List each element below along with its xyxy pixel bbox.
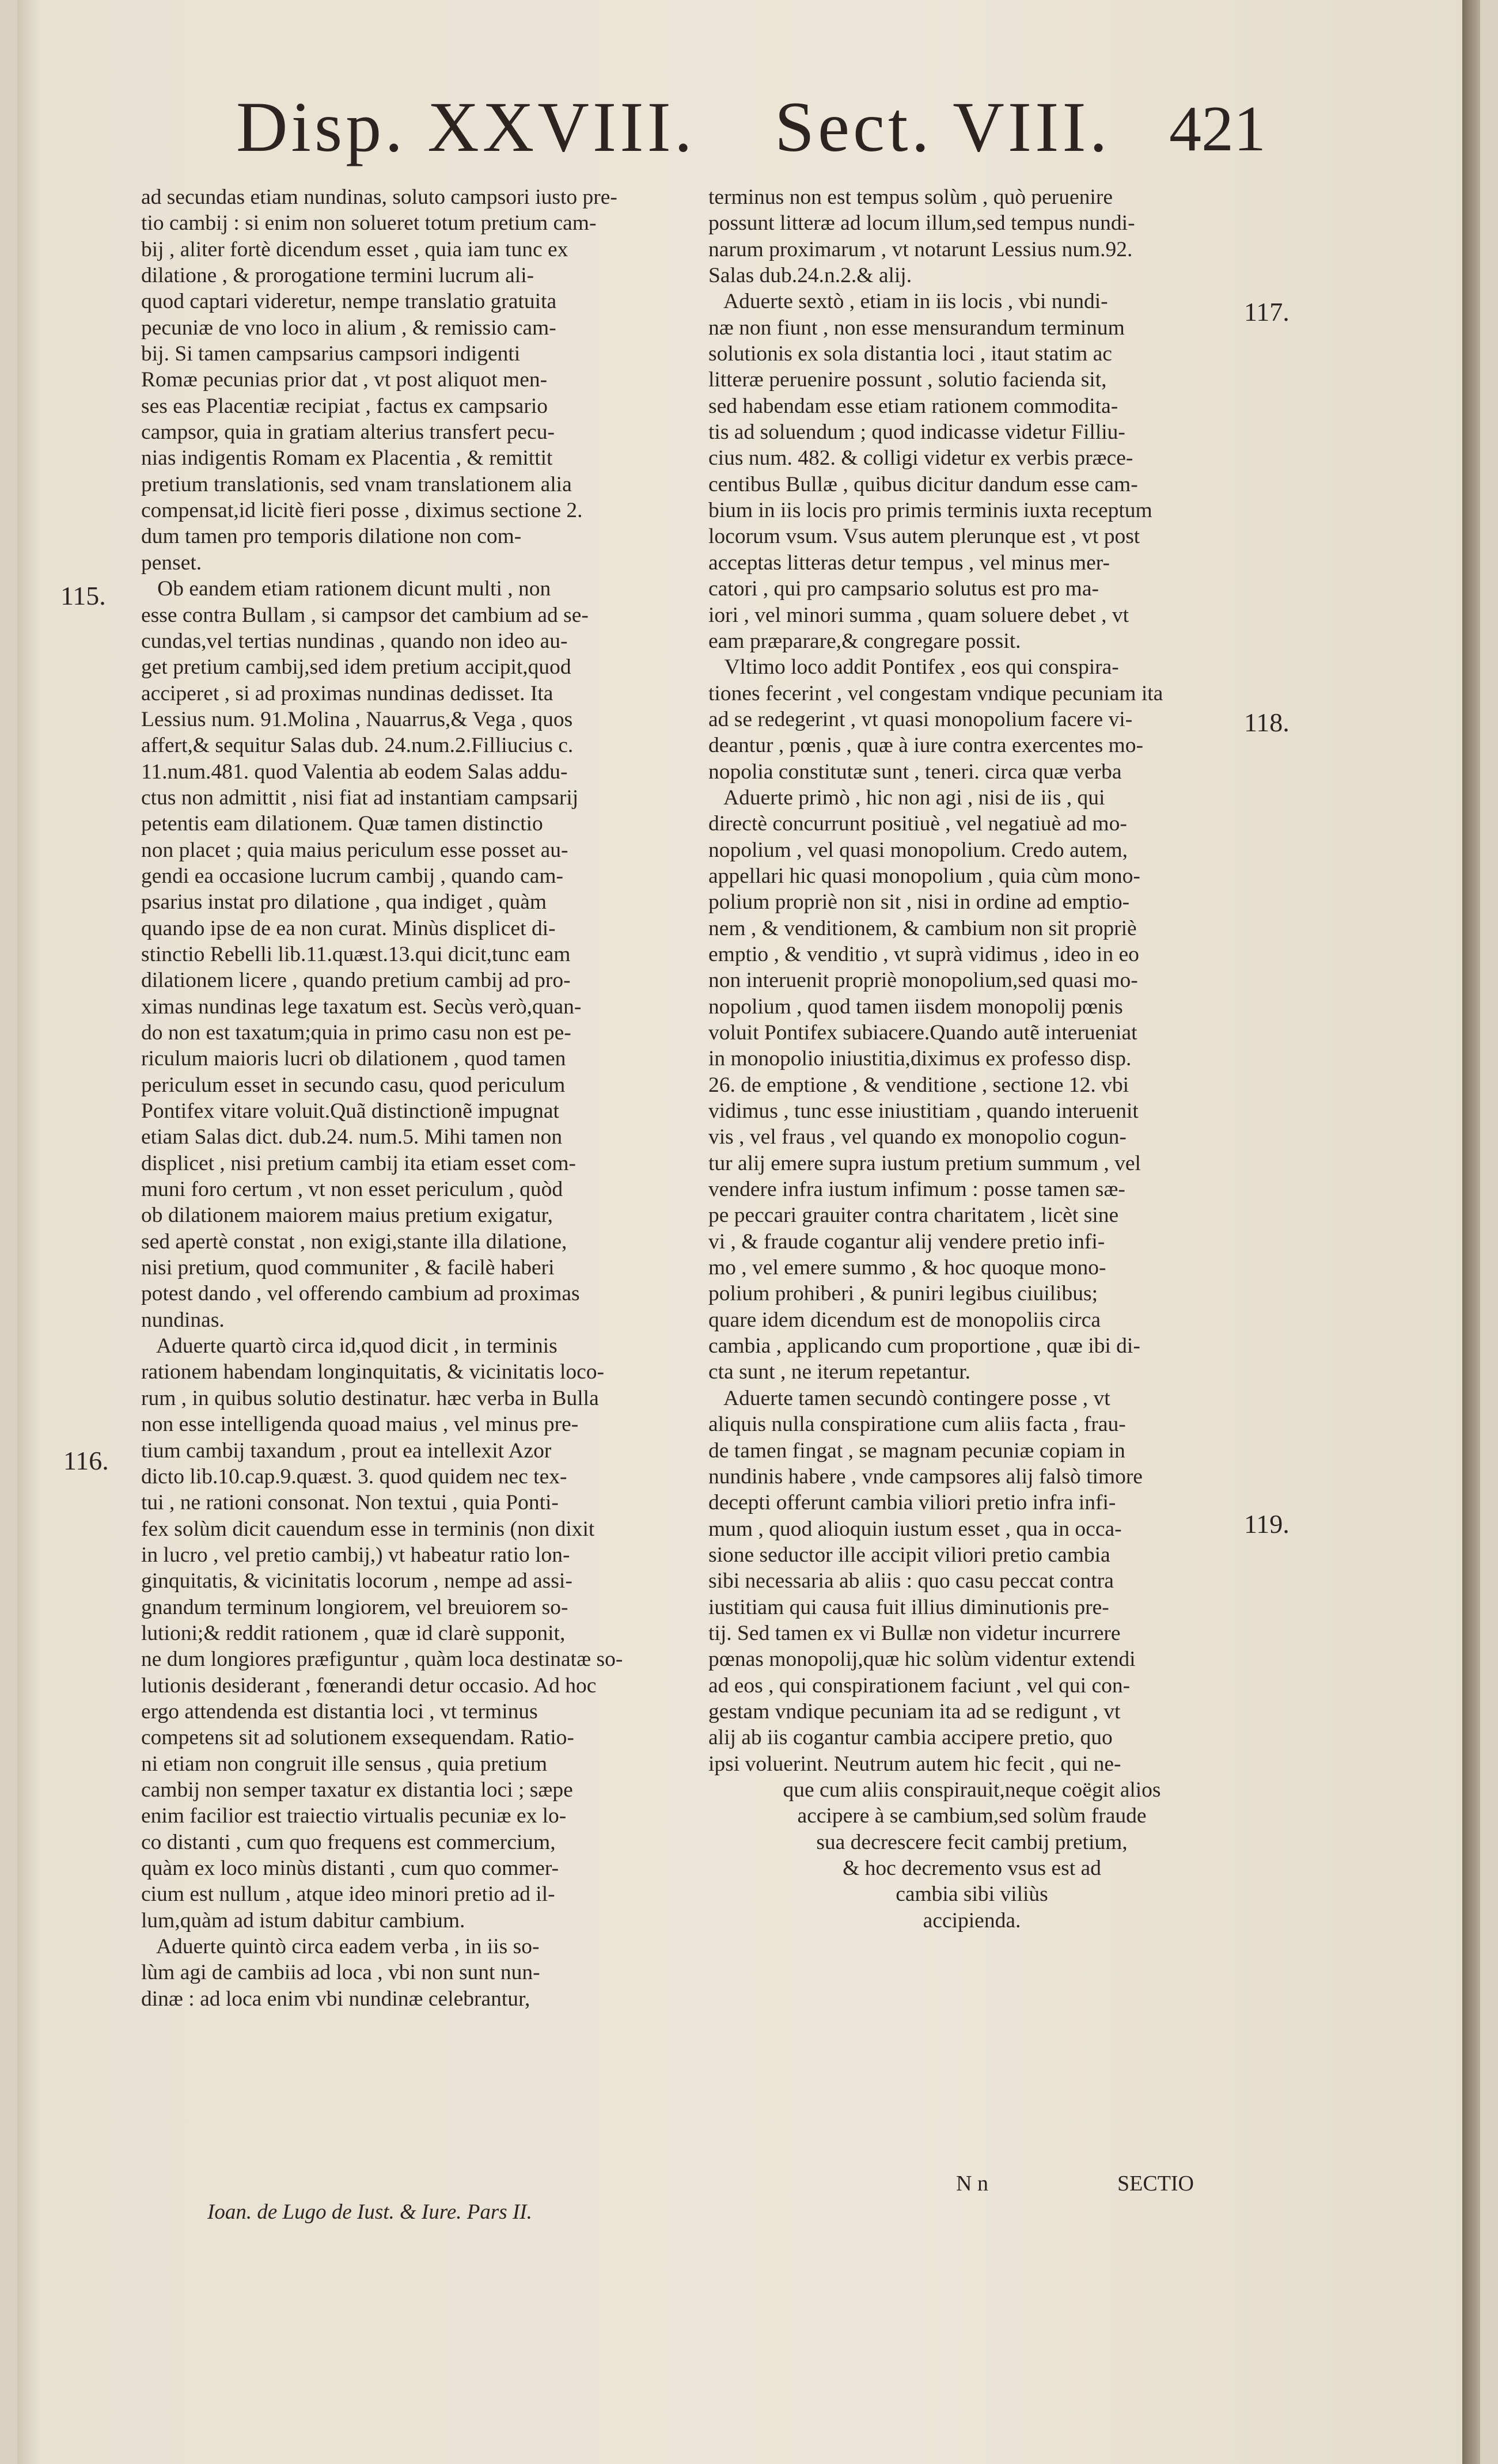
text-line: locorum vsum. Vsus autem plerunque est , vt post (708, 525, 1140, 549)
text-line: nopolium , vel quasi monopolium. Credo autem, (708, 838, 1128, 862)
text-line: ipsi voluerint. Neutrum autem hic fecit , qui ne- (708, 1752, 1121, 1776)
text-line: tui , ne rationi consonat. Non textui , quia Ponti- (141, 1491, 559, 1515)
text-line: nem , & venditionem, & cambium non sit propriè (708, 916, 1137, 940)
header-disputation: Disp. XXVIII. (236, 88, 696, 166)
text-line: dilationem licere , quando pretium cambij ad pro- (141, 969, 571, 993)
text-line: sua decrescere fecit cambij pretium, (816, 1830, 1128, 1854)
text-line: gestam vndique pecuniam ita ad se redigunt , vt (708, 1699, 1121, 1723)
text-line: bium in iis locis pro primis terminis iuxta receptum (708, 499, 1152, 523)
text-line: cta sunt , ne iterum repetantur. (708, 1360, 971, 1384)
text-line: dicto lib.10.cap.9.quæst. 3. quod quidem nec tex- (141, 1464, 567, 1489)
text-line: Salas dub.24.n.2.& alij. (708, 264, 912, 288)
text-line: dilatione , & prorogatione termini lucrum ali- (141, 264, 534, 288)
text-line: vi , & fraude cogantur alij vendere pretio infi- (708, 1229, 1105, 1254)
text-line: directè concurrunt positiuè , vel negatiuè ad mo- (708, 812, 1127, 836)
text-line: ad eos , qui conspirationem faciunt , vel qui con- (708, 1673, 1131, 1698)
running-foot: Ioan. de Lugo de Iust. & Iure. Pars II. (207, 2200, 532, 2224)
text-line: gendi ea occasione lucrum cambij , quando cam- (141, 864, 564, 888)
text-line: non esse intelligenda quoad maius , vel minus pre- (141, 1413, 579, 1437)
text-line: Aduerte sextò , etiam in iis locis , vbi nundi- (708, 290, 1108, 314)
text-line: litteræ peruenire possunt , solutio facienda sit, (708, 368, 1107, 392)
text-line: accipere à se cambium,sed solùm fraude (797, 1804, 1147, 1828)
text-line: campsor, quia in gratiam alterius transfert pecu- (141, 420, 555, 445)
text-line: acceptas litteras detur tempus , vel minus mer- (708, 550, 1110, 575)
text-line: mum , quod alioquin iustum esset , qua in occa- (708, 1517, 1122, 1541)
text-line: cius num. 482. & colligi videtur ex verbis præce- (708, 446, 1133, 470)
text-line: Aduerte tamen secundò contingere posse , vt (708, 1386, 1110, 1410)
text-line: fex solùm dicit cauendum esse in terminis (non dixit (141, 1517, 595, 1541)
text-line: muni foro certum , vt non esset periculum , quòd (141, 1178, 563, 1202)
text-line: Ob eandem etiam rationem dicunt multi , non (141, 577, 551, 601)
text-line: co distanti , cum quo frequens est commercium, (141, 1830, 556, 1854)
text-line: tur alij emere supra iustum pretium summum , vel (708, 1151, 1141, 1175)
text-line: rum , in quibus solutio destinatur. hæc verba in Bulla (141, 1386, 599, 1410)
text-line: decepti offerunt cambia viliori pretio infra infi- (708, 1491, 1116, 1515)
text-line: centibus Bullæ , quibus dicitur dandum esse cam- (708, 472, 1138, 496)
text-line: iustitiam qui causa fuit illius diminutionis pre- (708, 1595, 1109, 1619)
text-line: sibi necessaria ab aliis : quo casu peccat contra (708, 1569, 1114, 1593)
text-line: nundinis habere , vnde campsores alij falsò timore (708, 1464, 1143, 1489)
text-line: rationem habendam longinquitatis, & vicinitatis loco- (141, 1360, 604, 1384)
margin-number-115: 115. (60, 581, 106, 610)
text-line: polium prohiberi , & puniri legibus ciuilibus; (708, 1282, 1098, 1306)
text-line: tis ad soluendum ; quod indicasse videtur Filliu- (708, 420, 1125, 445)
text-line: nias indigentis Romam ex Placentia , & remittit (141, 446, 553, 470)
text-line: emptio , & venditio , vt suprà vidimus , ideo in eo (708, 942, 1139, 966)
closing-paragraph (708, 1777, 1235, 1934)
text-line: ctus non admittit , nisi fiat ad instantiam campsarij (141, 785, 579, 810)
text-line: ad se redegerint , vt quasi monopolium facere vi- (708, 707, 1133, 731)
margin-number-118: 118. (1244, 708, 1290, 737)
text-line: in lucro , vel pretio cambij,) vt habeatur ratio lon- (141, 1543, 570, 1567)
text-line: ad secundas etiam nundinas, soluto campsori iusto pre- (141, 185, 617, 209)
text-line: polium propriè non sit , nisi in ordine ad emptio- (708, 890, 1130, 914)
text-line: aliquis nulla conspiratione cum aliis facta , frau- (708, 1413, 1126, 1437)
text-line: nopolia constitutæ sunt , teneri. circa quæ verba (708, 760, 1122, 784)
text-line: esse contra Bullam , si campsor det cambium ad se- (141, 603, 589, 627)
text-line: Lessius num. 91.Molina , Nauarrus,& Vega , quos (141, 707, 573, 731)
text-line: catori , qui pro campsario solutus est pro ma- (708, 577, 1099, 601)
text-line: dinæ : ad loca enim vbi nundinæ celebrantur, (141, 1987, 530, 2011)
text-line: Aduerte primò , hic non agi , nisi de iis , qui (708, 785, 1105, 810)
text-line: ob dilationem maiorem maius pretium exigatur, (141, 1203, 553, 1228)
text-line: ergo attendenda est distantia loci , vt terminus (141, 1699, 538, 1723)
text-line: 26. de emptione , & venditione , sectione 12. vbi (708, 1073, 1129, 1097)
text-line: pe peccari grauiter contra charitatem , licèt sine (708, 1203, 1119, 1228)
text-line: Romæ pecunias prior dat , vt post aliquot men- (141, 368, 548, 392)
text-line: tiones fecerint , vel congestam vndique pecuniam ita (708, 681, 1163, 705)
text-line: narum proximarum , vt notarunt Lessius num.92. (708, 237, 1133, 261)
text-line: ximas nundinas lege taxatum est. Secùs verò,quan- (141, 994, 582, 1019)
text-line: lutionis desiderant , fœnerandi detur occasio. Ad hoc (141, 1673, 597, 1698)
text-line: tium cambij taxandum , prout ea intellexit Azor (141, 1438, 552, 1463)
text-line: quàm ex loco minùs distanti , cum quo commer- (141, 1856, 559, 1880)
book-page (17, 0, 1480, 2464)
text-line: appellari hic quasi monopolium , quia cùm mono- (708, 864, 1140, 888)
text-line: mo , vel emere summo , & hoc quoque mono- (708, 1256, 1106, 1280)
text-line: Aduerte quartò circa id,quod dicit , in terminis (141, 1334, 558, 1358)
text-line: de tamen fingat , se magnam pecuniæ copiam in (708, 1438, 1125, 1463)
text-line: vidimus , tunc esse iniustitiam , quando interuenit (708, 1099, 1139, 1123)
text-line: ginquitatis, & vicinitatis locorum , nempe ad assi- (141, 1569, 572, 1593)
text-line: pœnas monopolij,quæ hic solùm videntur extendi (708, 1647, 1136, 1672)
text-line: in monopolio iniustitia,diximus ex professo disp. (708, 1047, 1132, 1071)
catchword: SECTIO (1117, 2171, 1194, 2196)
text-line: non placet ; quia maius periculum esse posset au- (141, 838, 568, 862)
text-line: alij ab iis cogantur cambia accipere pretio, quo (708, 1726, 1113, 1750)
text-line: displicet , nisi pretium cambij ita etiam esset com- (141, 1151, 577, 1175)
text-line: iori , vel minori summa , quam soluere debet , vt (708, 603, 1129, 627)
text-line: Vltimo loco addit Pontifex , eos qui conspira- (708, 655, 1119, 679)
text-line: ses eas Placentiæ recipiat , factus ex campsario (141, 394, 548, 418)
text-line: ne dum longiores præfiguntur , quàm loca destinatæ so- (141, 1647, 623, 1672)
text-line: psarius instat pro dilatione , qua indiget , quàm (141, 890, 547, 914)
text-line: acciperet , si ad proximas nundinas dedisset. Ita (141, 681, 553, 705)
text-line: petentis eam dilationem. Quæ tamen distinctio (141, 812, 543, 836)
text-line: lutioni;& reddit rationem , quæ id clarè supponit, (141, 1621, 566, 1645)
text-line: non interuenit propriè monopolium,sed quasi mo- (708, 969, 1138, 993)
text-line: periculum esset in secundo casu, quod periculum (141, 1073, 566, 1097)
text-line: quare idem dicendum est de monopoliis circa (708, 1308, 1101, 1332)
text-line: cambia sibi viliùs (896, 1882, 1048, 1907)
margin-number-117: 117. (1244, 297, 1290, 326)
text-line: cambij non semper taxatur ex distantia loci ; sæpe (141, 1778, 573, 1802)
text-line: 11.num.481. quod Valentia ab eodem Salas addu- (141, 760, 568, 784)
text-line: penset. (141, 550, 202, 575)
text-line: do non est taxatum;quia in primo casu non est pe- (141, 1021, 571, 1045)
text-line: cium est nullum , atque ideo minori pretio ad il- (141, 1882, 555, 1907)
text-line: possunt litteræ ad locum illum,sed tempus nundi- (708, 211, 1135, 236)
text-line: que cum aliis conspirauit,neque coëgit alios (783, 1778, 1161, 1802)
text-line: Aduerte quintò circa eadem verba , in iis so- (141, 1935, 540, 1959)
text-line: vis , vel fraus , vel quando ex monopolio cogun- (708, 1125, 1127, 1149)
margin-number-116: 116. (63, 1446, 109, 1475)
text-line: eam præparare,& congregare possit. (708, 629, 1021, 653)
text-line: nisi pretium, quod communiter , & facilè haberi (141, 1256, 555, 1280)
signature-mark: N n (956, 2171, 988, 2196)
text-line: sione seductor ille accipit viliori pretio cambia (708, 1543, 1110, 1567)
text-line: nundinas. (141, 1308, 225, 1332)
text-line: potest dando , vel offerendo cambium ad proximas (141, 1282, 580, 1306)
text-line: nopolium , quod tamen iisdem monopolij pœnis (708, 994, 1123, 1019)
text-line: get pretium cambij,sed idem pretium accipit,quod (141, 655, 571, 679)
text-line: tij. Sed tamen ex vi Bullæ non videtur incurrere (708, 1621, 1121, 1645)
text-line: riculum maioris lucri ob dilationem , quod tamen (141, 1047, 566, 1071)
text-line: accipienda. (923, 1908, 1021, 1933)
text-line: pecuniæ de vno loco in alium , & remissio cam- (141, 316, 556, 340)
text-line: næ non fiunt , non esse mensurandum terminum (708, 316, 1125, 340)
text-line: bij. Si tamen campsarius campsori indigenti (141, 342, 521, 366)
text-line: quod captari videretur, nempe translatio gratuita (141, 290, 557, 314)
text-line: etiam Salas dict. dub.24. num.5. Mihi tamen non (141, 1125, 563, 1149)
text-line: stinctio Rebelli lib.11.quæst.13.qui dicit,tunc eam (141, 942, 571, 966)
text-line: competens sit ad solutionem exsequendam. Ratio- (141, 1726, 574, 1750)
margin-number-119: 119. (1244, 1509, 1290, 1539)
text-line: bij , aliter fortè dicendum esset , quia iam tunc ex (141, 237, 568, 261)
text-line: & hoc decremento vsus est ad (843, 1856, 1101, 1880)
text-line: vendere infra iustum infimum : posse tamen sæ- (708, 1178, 1125, 1202)
text-line: cambia , applicando cum proportione , quæ ibi di- (708, 1334, 1140, 1358)
left-column (141, 184, 668, 2012)
text-line: quando ipse de ea non curat. Minùs displicet di- (141, 916, 556, 940)
text-line: sed apertè constat , non exigi,stante illa dilatione, (141, 1229, 567, 1254)
text-line: compensat,id licitè fieri posse , diximus sectione 2. (141, 499, 583, 523)
text-line: pretium translationis, sed vnam translationem alia (141, 472, 572, 496)
text-line: deantur , pœnis , quæ à iure contra exercentes mo- (708, 734, 1143, 758)
page-edge (1462, 0, 1480, 2464)
text-line: enim facilior est traiectio virtualis pecuniæ ex lo- (141, 1804, 567, 1828)
header-section: Sect. VIII. (775, 88, 1111, 166)
right-column (708, 184, 1235, 1934)
text-line: dum tamen pro temporis dilatione non com- (141, 525, 522, 549)
text-line: sed habendam esse etiam rationem commodita- (708, 394, 1118, 418)
text-line: gnandum terminum longiorem, vel breuiorem so- (141, 1595, 568, 1619)
text-line: solutionis ex sola distantia loci , itaut statim ac (708, 342, 1112, 366)
text-line: cundas,vel tertias nundinas , quando non ideo au- (141, 629, 568, 653)
text-line: lùm agi de cambiis ad loca , vbi non sunt nun- (141, 1961, 540, 1985)
running-header (236, 86, 1267, 173)
text-line: tio cambij : si enim non solueret totum pretium cam- (141, 211, 597, 236)
text-line: Pontifex vitare voluit.Quã distinctionẽ impugnat (141, 1099, 559, 1123)
text-line: lum,quàm ad istum dabitur cambium. (141, 1908, 465, 1933)
text-line: voluit Pontifex subiacere.Quando autẽ interueniat (708, 1021, 1137, 1045)
text-line: ni etiam non congruit ille sensus , quia pretium (141, 1752, 548, 1776)
text-line: terminus non est tempus solùm , quò peruenire (708, 185, 1113, 209)
text-line: affert,& sequitur Salas dub. 24.num.2.Filliucius c. (141, 734, 574, 758)
page-number: 421 (1169, 93, 1266, 165)
